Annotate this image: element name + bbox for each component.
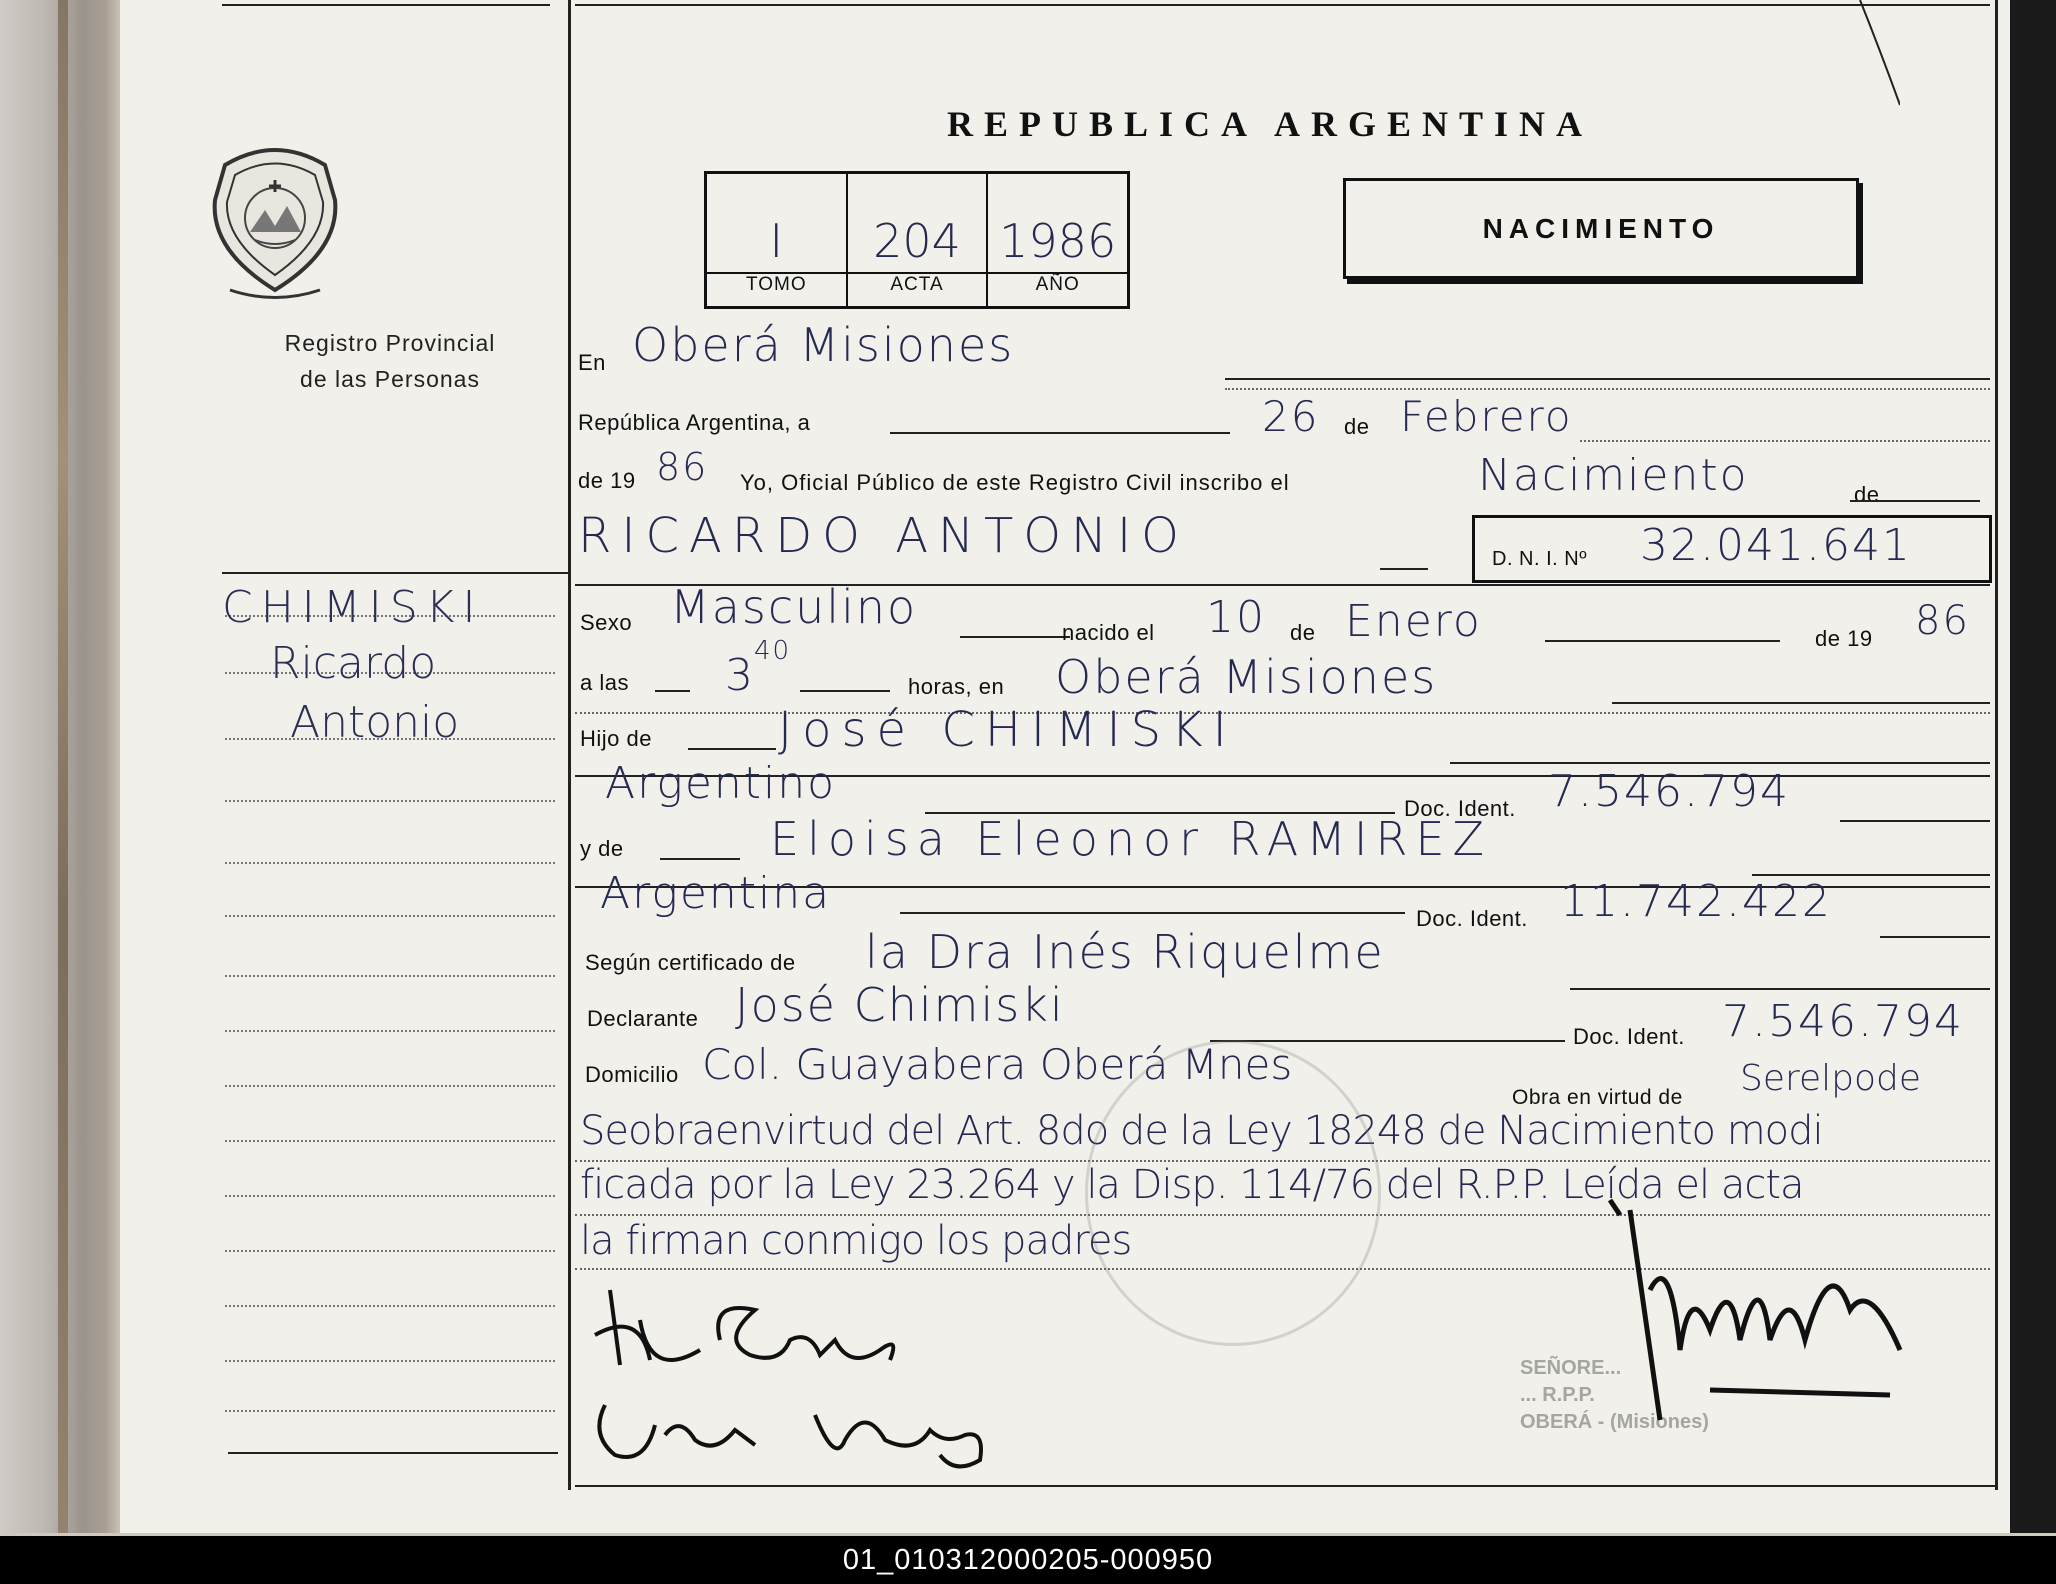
- rule: [660, 858, 740, 860]
- top-pen-stroke-icon: [1760, 0, 1900, 110]
- father-doc-number: 7.546.794: [1548, 766, 1790, 817]
- country-title: REPUBLICA ARGENTINA: [946, 104, 1594, 144]
- stamp-line-3: OBERÁ - (Misiones): [1520, 1411, 1709, 1433]
- rule: [800, 690, 890, 692]
- margin-line: [225, 1305, 555, 1307]
- birth-minutes: 40: [754, 636, 792, 666]
- right-border: [1995, 0, 1998, 1490]
- birth-day: 10: [1206, 592, 1266, 643]
- rule: [688, 748, 776, 750]
- anio-value: 1986: [988, 214, 1127, 274]
- address-value: Col. Guayabera Oberá Mnes: [702, 1040, 1293, 1089]
- birth-hour: 3: [725, 650, 755, 701]
- official-statement: Yo, Oficial Público de este Registro Civil inscribo el: [740, 470, 1290, 495]
- top-rule-left: [222, 4, 550, 6]
- registration-place: Oberá Misiones: [632, 318, 1015, 372]
- de-label-3: de: [1290, 620, 1316, 645]
- de-label: de: [1344, 414, 1370, 439]
- certificate-label: Según certificado de: [585, 950, 796, 975]
- father-signature-icon: [580, 1280, 920, 1390]
- republica-label: República Argentina, a: [578, 410, 811, 435]
- obra-value: Serelpode: [1740, 1058, 1922, 1099]
- rule: [1880, 936, 1990, 938]
- registration-day: 26: [1262, 392, 1320, 441]
- registered-name: RICARDO ANTONIO: [578, 508, 1189, 564]
- margin-line: [225, 915, 555, 917]
- margin-line: [225, 1140, 555, 1142]
- declarant-label: Declarante: [587, 1006, 699, 1031]
- father-doc-label: Doc. Ident.: [1404, 796, 1516, 821]
- margin-bottom-rule: [228, 1452, 558, 1454]
- margin-line: [225, 1410, 555, 1412]
- rule: [900, 912, 1405, 914]
- acta-label: ACTA: [890, 274, 944, 295]
- margin-line: [225, 862, 555, 864]
- registration-month: Febrero: [1400, 392, 1573, 441]
- rule: [655, 690, 690, 692]
- y-de-label: y de: [580, 836, 624, 861]
- mother-nationality: Argentina: [600, 868, 832, 919]
- note-line-1: Seobraenvirtud del Art. 8do de la Ley 18248 de Nacimiento modi: [580, 1108, 1823, 1154]
- image-caption: 01_010312000205-000950: [842, 1543, 1214, 1576]
- margin-second-name: Antonio: [290, 697, 460, 748]
- record-type: NACIMIENTO: [1482, 212, 1720, 244]
- birth-month: Enero: [1345, 596, 1482, 647]
- rule: [960, 636, 1070, 638]
- margin-line: [225, 975, 555, 977]
- tomo-value: I: [707, 214, 846, 274]
- margin-line: [225, 1360, 555, 1362]
- year-prefix: de 19: [578, 468, 636, 493]
- rule: [1545, 640, 1780, 642]
- anio-cell: [988, 174, 1127, 306]
- bottom-rule: [575, 1485, 1995, 1487]
- margin-line: [225, 1250, 555, 1252]
- mother-signature-icon: [585, 1385, 1045, 1475]
- dni-label: D. N. I. Nº: [1492, 548, 1588, 570]
- father-nationality: Argentino: [605, 758, 837, 809]
- rule: [1570, 988, 1990, 990]
- margin-first-name: Ricardo: [270, 638, 437, 689]
- nacido-label: nacido el: [1062, 620, 1155, 645]
- father-name: José CHIMISKI: [778, 702, 1237, 758]
- acta-cell: [848, 174, 989, 306]
- official-stamp: [1085, 1040, 1381, 1346]
- rule: [1380, 568, 1428, 570]
- margin-divider: [568, 0, 571, 1490]
- office-name-line2: de las Personas: [300, 366, 480, 392]
- birth-year-prefix: de 19: [1815, 626, 1873, 651]
- stamp-line-2: ... R.P.P.: [1520, 1384, 1595, 1406]
- registrar-signature-icon: [1590, 1190, 1920, 1450]
- rule: [890, 432, 1230, 434]
- margin-surname: CHIMISKI: [222, 582, 484, 633]
- rule: [1612, 702, 1990, 704]
- tomo-label: TOMO: [746, 274, 807, 295]
- obra-label: Obra en virtud de: [1512, 1086, 1683, 1109]
- note-line-2: ficada por la Ley 23.264 y la Disp. 114/76 del R.P.P. Leída el acta: [580, 1162, 1804, 1208]
- dni-number: 32.041.641: [1640, 520, 1912, 571]
- note-line-3: la firman conmigo los padres: [580, 1218, 1132, 1264]
- birth-year: 86: [1915, 598, 1970, 644]
- de-label-2: de: [1854, 482, 1880, 507]
- address-label: Domicilio: [585, 1062, 679, 1087]
- margin-rule: [222, 572, 568, 574]
- alas-label: a las: [580, 670, 629, 695]
- acta-value: 204: [848, 214, 987, 274]
- rule: [1225, 388, 1990, 390]
- margin-line: [225, 1030, 555, 1032]
- act-type: Nacimiento: [1478, 450, 1749, 501]
- sex-value: Masculino: [670, 580, 918, 634]
- rule: [1840, 820, 1990, 822]
- margin-line: [225, 800, 555, 802]
- horas-label: horas, en: [908, 674, 1005, 699]
- en-label: En: [578, 350, 606, 375]
- rule: [1450, 762, 1990, 764]
- certifying-doctor: la Dra Inés Riquelme: [865, 925, 1385, 979]
- register-table: [704, 171, 1130, 309]
- declarant-name: José Chimiski: [735, 978, 1065, 1032]
- declarant-doc-label: Doc. Ident.: [1573, 1024, 1685, 1049]
- mother-doc-number: 11.742.422: [1560, 876, 1832, 927]
- tomo-cell: [707, 174, 848, 306]
- margin-line: [225, 1195, 555, 1197]
- mother-doc-label: Doc. Ident.: [1416, 906, 1528, 931]
- record-type-box: [1343, 178, 1859, 279]
- declarant-doc-number: 7.546.794: [1722, 996, 1964, 1047]
- stamp-line-1: SEÑORE...: [1520, 1357, 1622, 1379]
- caption-bar: [0, 1536, 2056, 1584]
- province-seal-icon: [195, 140, 355, 300]
- rule: [1580, 440, 1990, 442]
- birth-place: Oberá Misiones: [1055, 650, 1438, 704]
- mother-name: Eloisa Eleonor RAMIREZ: [770, 812, 1493, 866]
- rule: [1225, 378, 1990, 380]
- margin-line: [225, 1085, 555, 1087]
- rule: [1850, 500, 1980, 502]
- anio-label: AÑO: [1035, 274, 1080, 295]
- sexo-label: Sexo: [580, 610, 633, 635]
- registration-year: 86: [656, 445, 709, 489]
- office-name-line1: Registro Provincial: [284, 330, 496, 356]
- hijo-label: Hijo de: [580, 726, 652, 751]
